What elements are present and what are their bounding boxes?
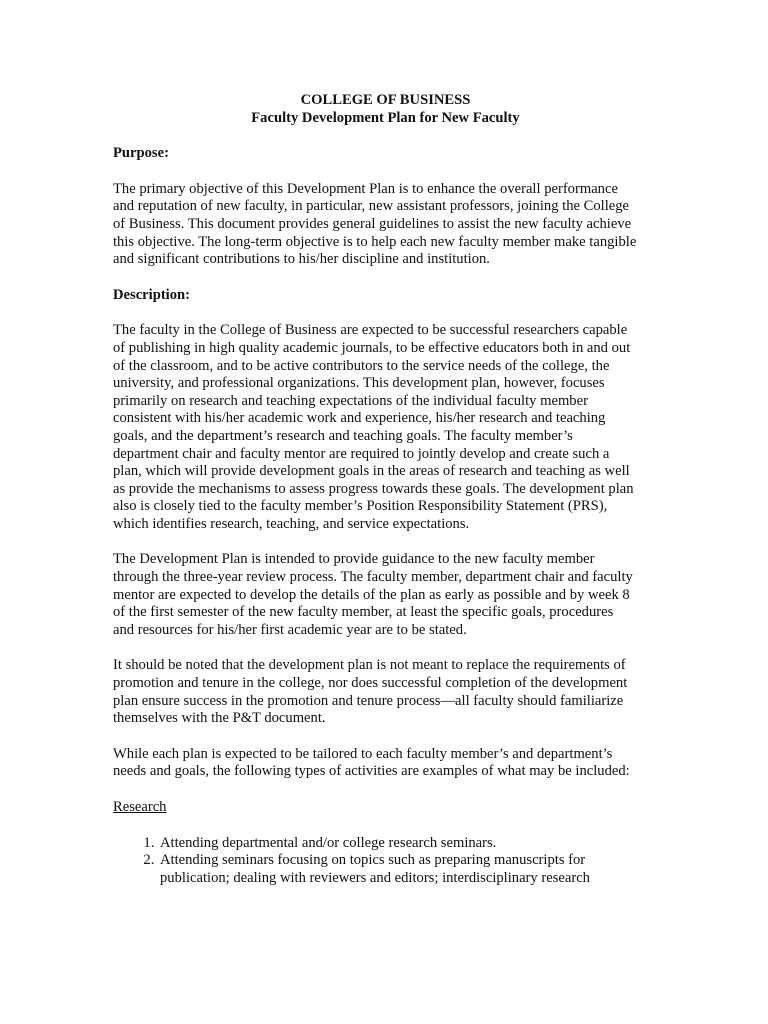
text-line: university, and professional organizations. This development plan, however, focuses [113,375,605,392]
college-name: COLLEGE OF BUSINESS [300,92,471,108]
text-line: 1. Attending departmental and/or college research seminars. [160,834,497,851]
text-line: primarily on research and teaching expectations of the individual faculty member [113,392,588,409]
description-heading: Description: [113,286,191,303]
document-header [113,92,658,127]
purpose-paragraph [113,181,658,269]
text-line: It should be noted that the development plan is not meant to replace the requirements of [113,657,626,674]
text-line: as provide the mechanisms to assess progress towards these goals. The development plan [113,480,634,497]
description-paragraph-2 [113,551,658,639]
text-line: mentor are expected to develop the details of the plan as early as possible and by week 8 [113,586,630,603]
text-line: this objective. The long-term objective is to help each new faculty member make tangible [113,233,637,250]
text-line: The primary objective of this Development Plan is to enhance the overall performance [113,180,618,197]
text-line: of publishing in high quality academic journals, to be effective educators both in and out [113,339,631,356]
text-line: and resources for his/her first academic year are to be stated. [113,621,467,638]
description-paragraph-1 [113,322,658,533]
document-title: Faculty Development Plan for New Faculty [251,109,520,126]
text-line: and significant contributions to his/her discipline and institution. [113,251,490,268]
text-line: consistent with his/her academic work and experience, his/her research and teaching [113,410,606,427]
text-line: which identifies research, teaching, and service expectations. [113,515,470,532]
text-line: of the classroom, and to be active contributors to the service needs of the college, the [113,357,610,374]
research-list [113,835,658,888]
text-line: through the three-year review process. The faculty member, department chair and faculty [113,569,633,586]
text-line: also is closely tied to the faculty member’s Position Responsibility Statement (PRS), [113,498,608,515]
text-line: and reputation of new faculty, in particular, new assistant professors, joining the College [113,198,630,215]
purpose-heading: Purpose: [113,145,169,162]
text-line: publication; dealing with reviewers and editors; interdisciplinary research [160,869,590,886]
text-line: The Development Plan is intended to provide guidance to the new faculty member [113,551,595,568]
text-line: themselves with the P&T document. [113,710,326,727]
list-item [158,835,658,853]
text-line: plan, which will provide development goals in the areas of research and teaching as well [113,463,630,480]
text-line: plan ensure success in the promotion and tenure process—all faculty should familiarize [113,692,624,709]
text-line: While each plan is expected to be tailored to each faculty member’s and department’s [113,745,613,762]
research-heading: Research [113,799,167,815]
text-line: of the first semester of the new faculty member, at least the specific goals, procedures [113,604,614,621]
text-line: 2. Attending seminars focusing on topics such as preparing manuscripts for [160,852,586,869]
list-item [158,852,658,887]
description-paragraph-4 [113,746,658,781]
text-line: of Business. This document provides general guidelines to assist the new faculty achieve [113,215,632,232]
text-line: promotion and tenure in the college, nor does successful completion of the development [113,675,628,692]
text-line: The faculty in the College of Business are expected to be successful researchers capable [113,322,628,339]
text-line: goals, and the department’s research and teaching goals. The faculty member’s [113,427,573,444]
text-line: needs and goals, the following types of activities are examples of what may be included: [113,763,630,780]
text-line: department chair and faculty mentor are required to jointly develop and create such a [113,445,610,462]
document-page [113,92,658,887]
description-paragraph-3 [113,657,658,727]
